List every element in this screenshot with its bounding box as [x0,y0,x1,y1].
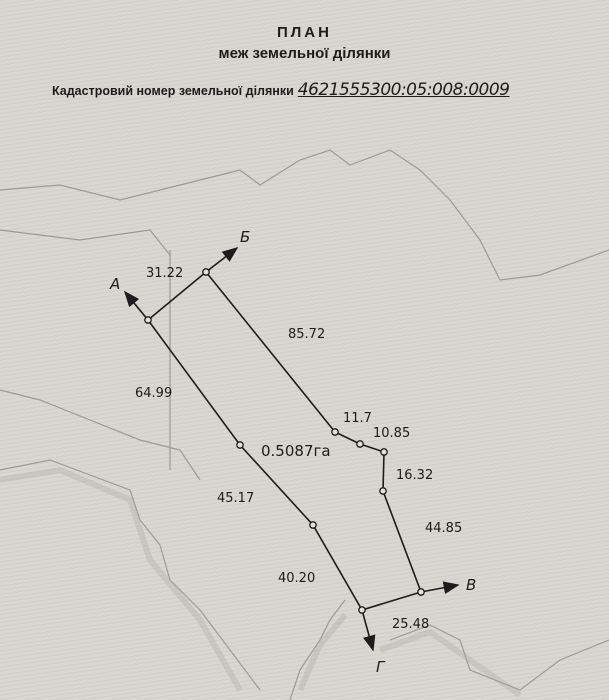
segment-length: 64.99 [135,386,173,401]
segment-length: 16.32 [396,468,434,483]
segment-length: 85.72 [288,327,326,342]
arrow-to-a [125,292,148,320]
cadastral-label: Кадастровий номер земельної ділянки [52,84,294,98]
segment-length: 40.20 [278,571,316,586]
segment-length: 10.85 [373,426,411,441]
cadastral-number: 4621555300:05:008:0009 [297,80,510,100]
plot-area: 0.5087га [261,442,331,460]
vertex [418,589,424,595]
arrow-to-g [362,610,373,650]
vertex [310,522,316,528]
vertex [359,607,365,613]
arrow-to-b [206,248,237,272]
segment-length: 25.48 [392,617,430,632]
vertex [380,488,386,494]
segment-length: 31.22 [146,266,184,281]
neighbor-label-g: Г [376,658,385,676]
vertex [357,441,363,447]
plan-title: ПЛАН [277,24,332,41]
vertex [381,449,387,455]
arrow-to-v [421,585,458,592]
segment-length: 44.85 [425,521,463,536]
plot-boundary [148,272,421,610]
vertex [145,317,151,323]
segment-length: 11.7 [343,411,372,426]
vertex [332,429,338,435]
neighbor-label-a: А [110,275,121,293]
neighbor-label-b: Б [240,228,251,246]
neighbor-label-v: В [466,576,477,594]
vertex [203,269,209,275]
segment-length: 45.17 [217,491,255,506]
plan-subtitle: меж земельної ділянки [218,45,391,62]
vertex [237,442,243,448]
